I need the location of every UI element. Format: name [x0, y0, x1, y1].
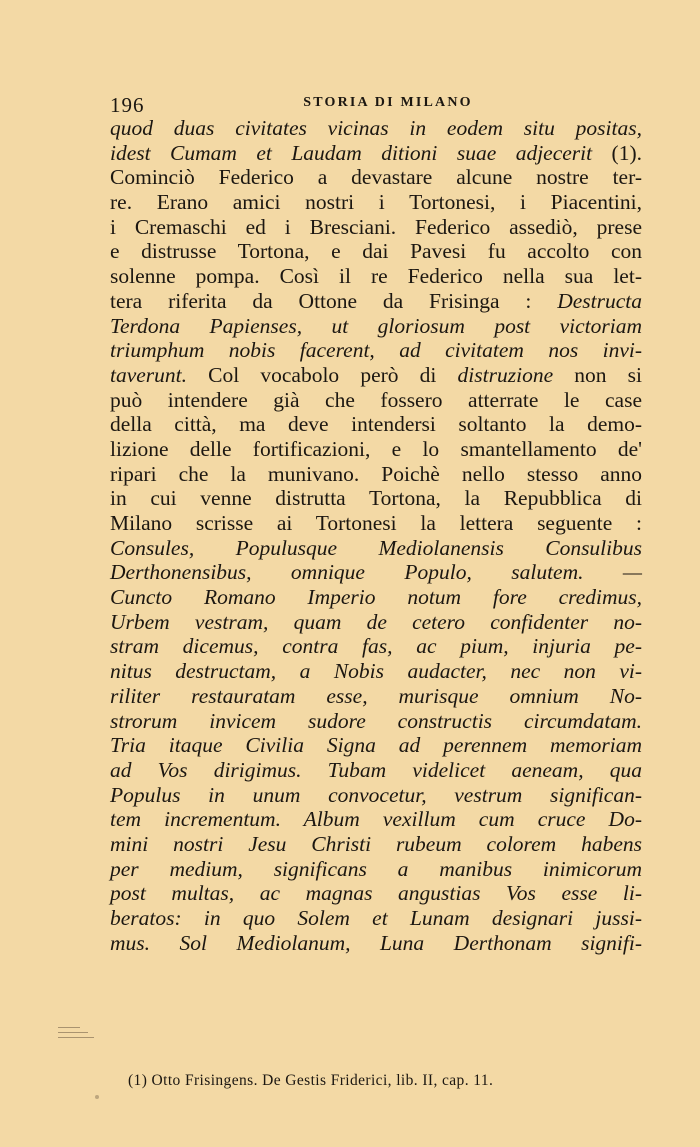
text-line	[110, 783, 642, 808]
italic-text-segment: quod duas civitates vicinas in eodem situ positas,	[110, 116, 642, 140]
text-line	[110, 116, 642, 141]
text-line	[110, 832, 642, 857]
text-line	[110, 906, 642, 931]
text-line	[110, 511, 642, 536]
text-line	[110, 684, 642, 709]
footnote-separator	[58, 1027, 94, 1049]
text-line	[110, 264, 642, 289]
text-line	[110, 239, 642, 264]
text-segment: ripari che la munivano. Poichè nello stesso anno	[110, 461, 642, 486]
italic-text-segment: mini nostri Jesu Christi rubeum colorem habens	[110, 831, 642, 856]
text-line	[110, 215, 642, 240]
text-line	[110, 289, 642, 314]
text-segment: tera riferita da Ottone da Frisinga :	[110, 288, 558, 313]
text-segment: Milano scrisse ai Tortonesi la lettera seguente :	[110, 511, 642, 535]
text-line	[110, 807, 642, 832]
text-line	[110, 165, 642, 190]
text-line	[110, 585, 642, 610]
italic-text-segment: stram dicemus, contra fas, ac pium, injuria pe-	[110, 634, 642, 659]
text-segment: i Cremaschi ed i Bresciani. Federico assediò, prese	[110, 214, 642, 239]
text-line	[110, 733, 642, 758]
italic-text-segment: tem incrementum. Album vexillum cum cruce Do-	[110, 807, 642, 832]
italic-text-segment: Cuncto Romano Imperio notum fore credimus,	[110, 585, 642, 610]
text-line	[110, 363, 642, 388]
footnote: (1) Otto Frisingens. De Gestis Friderici, lib. II, cap. 11.	[128, 1072, 494, 1089]
text-segment: lizione delle fortificazioni, e lo smantellamento de'	[110, 436, 642, 461]
italic-text-segment: distruzione	[457, 362, 554, 387]
text-segment: può intendere già che fossero atterrate le case	[110, 387, 642, 412]
italic-text-segment: ad Vos dirigimus. Tubam videlicet aeneam, qua	[110, 757, 642, 782]
italic-text-segment: strorum invicem sudore constructis circumdatam.	[110, 708, 642, 733]
text-line	[110, 610, 642, 635]
italic-text-segment: Populus in unum convocetur, vestrum significan-	[110, 782, 642, 807]
text-line	[110, 709, 642, 734]
text-line	[110, 412, 642, 437]
text-segment: Col vocabolo però di	[187, 362, 458, 387]
body-text	[110, 116, 642, 955]
text-line	[110, 314, 642, 339]
text-segment: solenne pompa. Così il re Federico nella sua let-	[110, 264, 642, 289]
page-number: 196	[110, 93, 145, 117]
text-line	[110, 659, 642, 684]
italic-text-segment: Terdona Papienses, ut gloriosum post victoriam	[110, 313, 642, 338]
text-segment: e distrusse Tortona, e dai Pavesi fu accolto con	[110, 239, 642, 264]
italic-text-segment: mus. Sol Mediolanum, Luna Derthonam signifi-	[110, 930, 642, 955]
text-segment: in cui venne distrutta Tortona, la Repubblica di	[110, 486, 642, 511]
text-segment: Cominciò Federico a devastare alcune nostre ter-	[110, 165, 642, 190]
italic-text-segment: Urbem vestram, quam de cetero confidenter no-	[110, 609, 642, 634]
italic-text-segment: riliter restauratam esse, murisque omnium No-	[110, 683, 642, 708]
text-line	[110, 758, 642, 783]
text-line	[110, 931, 642, 956]
running-title: STORIA DI MILANO	[303, 95, 473, 110]
text-line	[110, 634, 642, 659]
text-line	[110, 388, 642, 413]
paper-speck	[95, 1095, 99, 1099]
italic-text-segment: Destructa	[557, 288, 642, 313]
italic-text-segment: Consules, Populusque Mediolanensis Consulibus	[110, 535, 642, 560]
text-line	[110, 536, 642, 561]
italic-text-segment: per medium, significans a manibus inimicorum	[110, 856, 642, 881]
text-segment: re. Erano amici nostri i Tortonesi, i Piacentini,	[110, 190, 642, 215]
text-line	[110, 462, 642, 487]
text-segment: non si	[553, 362, 642, 387]
page-header	[110, 93, 642, 115]
italic-text-segment: idest Cumam et Laudam ditioni suae adjecerit	[110, 140, 593, 165]
text-line	[110, 338, 642, 363]
italic-text-segment: nitus destructam, a Nobis audacter, nec non vi-	[110, 659, 642, 684]
text-segment: della città, ma deve intendersi soltanto la demo-	[110, 412, 642, 437]
italic-text-segment: post multas, ac magnas angustias Vos esse li-	[110, 881, 642, 906]
text-line	[110, 141, 642, 166]
italic-text-segment: Tria itaque Civilia Signa ad perennem memoriam	[110, 733, 642, 758]
italic-text-segment: triumphum nobis facerent, ad civitatem nos invi-	[110, 338, 642, 363]
text-line	[110, 486, 642, 511]
text-line	[110, 857, 642, 882]
text-line	[110, 560, 642, 585]
text-segment: (1).	[592, 140, 642, 165]
text-line	[110, 437, 642, 462]
italic-text-segment: Derthonensibus, omnique Populo, salutem. —	[110, 560, 642, 585]
italic-text-segment: taverunt.	[110, 362, 188, 387]
text-line	[110, 881, 642, 906]
italic-text-segment: beratos: in quo Solem et Lunam designari jussi-	[110, 906, 642, 930]
text-line	[110, 190, 642, 215]
